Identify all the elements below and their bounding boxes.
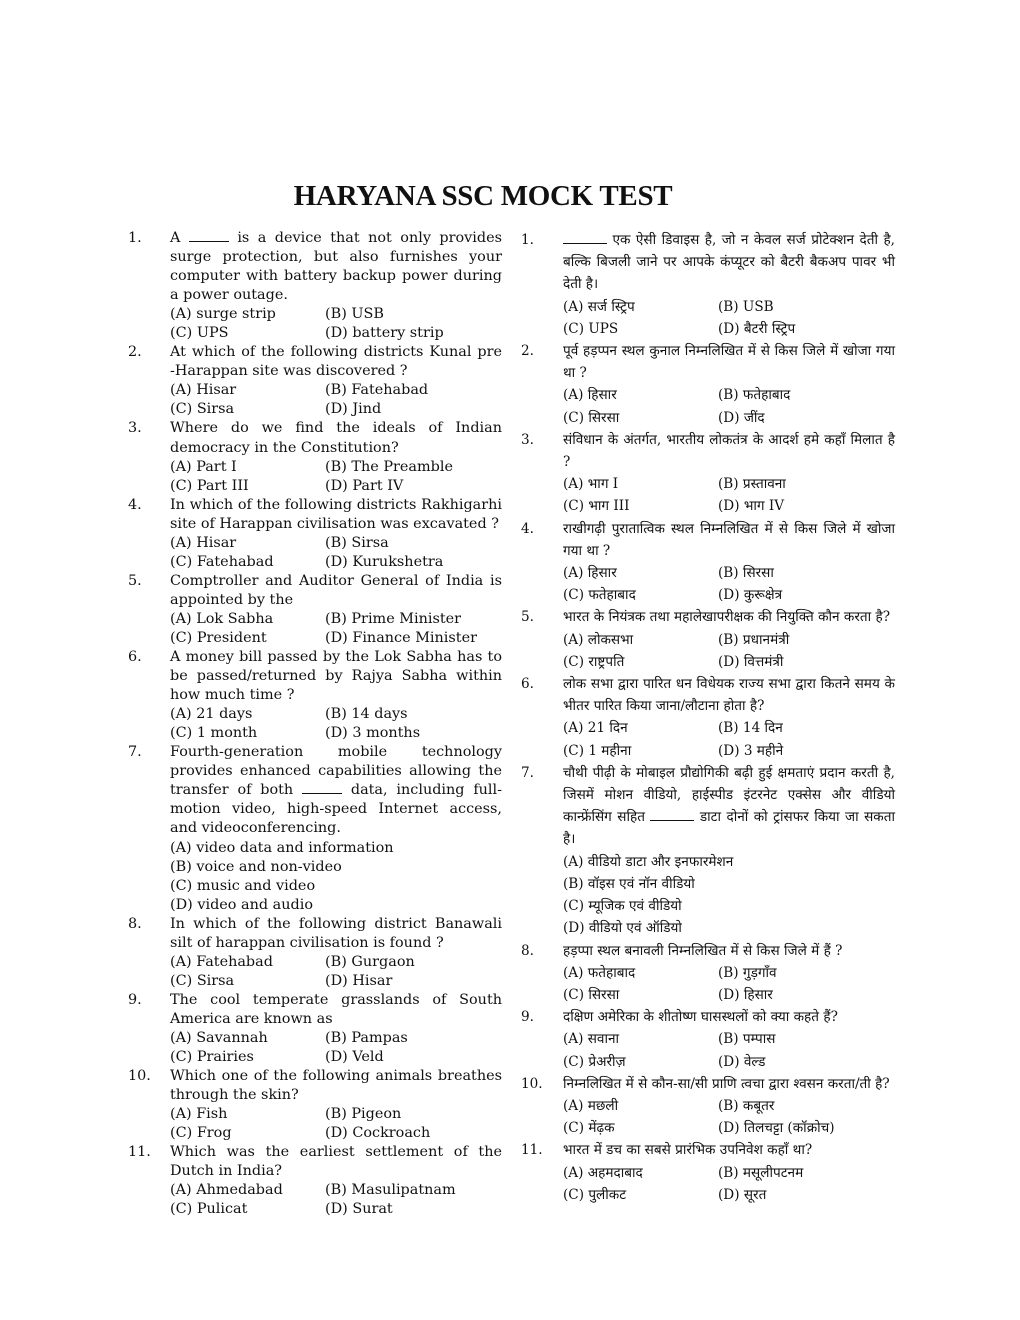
question-item [128,1143,502,1219]
answer-option: (A) सवाना [563,1031,620,1048]
english-questions-column [128,229,502,1219]
answer-option: (C) प्रेअरीज़ [563,1053,626,1070]
answer-option: (B) प्रधानमंत्री [718,631,790,648]
answer-options [170,610,502,648]
question-text: निम्नलिखित में से कौन-सा/सी प्राणि त्वचा द्वारा श्वसन करता/ती है? [563,1075,890,1092]
answer-options [563,851,895,940]
answer-option: (B) 14 days [325,706,408,723]
answer-option: (D) भाग IV [718,498,785,515]
question-text-after-blank: is a device that not only provides surge protection, but also furnishes your computer with battery backup power during a power outage. [170,230,502,304]
answer-options [170,1181,502,1219]
question-item [128,743,502,914]
question-number: 5. [521,609,534,626]
answer-option: (C) Sirsa [170,401,235,418]
answer-option: (C) 1 month [170,725,258,742]
question-number: 4. [128,496,142,513]
answer-option: (D) video and audio [170,896,313,913]
question-text: पूर्व हड़प्पन स्थल कुनाल निम्नलिखित में से किस जिले में खोजा गया था ? [563,343,895,382]
question-text [170,229,502,305]
question-text: In which of the following districts Rakhigarhi site of Harappan civilisation was excavated ? [170,496,502,532]
answer-options [563,384,895,428]
question-number: 4. [521,520,534,537]
answer-option: (B) प्रस्तावना [718,476,786,493]
answer-option: (A) Fish [170,1106,228,1123]
answer-option: (C) Sirsa [170,972,235,989]
answer-option: (D) Cockroach [325,1125,431,1142]
answer-option: (A) अहमदाबाद [563,1164,643,1181]
question-number: 3. [521,431,534,448]
answer-option: (A) Hisar [170,382,237,399]
question-item [521,340,895,429]
answer-option: (A) Ahmedabad [170,1182,283,1199]
answer-option: (B) Fatehabad [325,382,429,399]
answer-options [563,629,895,673]
answer-blank-line [563,233,607,244]
hindi-questions-column [521,229,895,1206]
question-number: 3. [128,420,142,437]
question-number: 1. [128,230,142,246]
question-text-before-blank: Fourth-generation mobile technology provides enhanced capabilities allowing the transfer of both [170,744,502,799]
answer-option: (B) USB [718,298,774,315]
answer-option: (B) USB [325,306,384,323]
question-item [521,940,895,1007]
answer-option: (B) वॉइस एवं नॉन वीडियो [563,875,695,892]
question-number: 8. [521,942,534,959]
answer-option: (B) गुड़गाँव [718,964,777,981]
answer-blank-line [189,231,229,242]
answer-option: (C) music and video [170,877,316,894]
answer-option: (A) Hisar [170,534,237,551]
answer-options [563,962,895,1006]
answer-option: (A) हिसार [563,387,617,404]
question-item [128,419,502,495]
question-text: भारत के नियंत्रक तथा महालेखापरीक्षक की नियुक्ति कौन करता है? [563,609,891,626]
answer-option: (D) वित्तमंत्री [718,653,784,670]
question-item [521,518,895,607]
answer-option: (D) Surat [325,1201,393,1218]
answer-option: (A) फतेहाबाद [563,964,636,981]
answer-blank-line [650,811,694,822]
question-text: In which of the following district Banawali silt of harappan civilisation is found ? [170,915,502,951]
answer-options [563,1162,895,1206]
question-number: 11. [128,1144,151,1161]
answer-option: (C) सिरसा [563,986,620,1003]
question-item [128,991,502,1067]
answer-option: (D) battery strip [325,325,444,342]
answer-option: (C) Frog [170,1125,232,1142]
answer-option: (C) राष्ट्रपति [563,653,625,670]
question-text-before-blank: चौथी पीढ़ी के मोबाइल प्रौद्योगिकी बढ़ी हुई क्षमताएं प्रदान करती है, जिसमें मोशन वीडियो, हाईस्पीड इंटरनेट एक्सेस और वीडियो कान्फ्रेंसिंग सहित [563,764,895,826]
question-text [170,743,502,838]
answer-options [170,953,502,991]
question-text-before-blank: A [170,230,181,246]
answer-option: (C) President [170,629,267,646]
question-text: Which was the earliest settlement of the Dutch in India? [170,1144,502,1180]
answer-options [563,1095,895,1139]
answer-option: (B) Gurgaon [325,953,415,970]
question-item [128,915,502,991]
question-item [128,1067,502,1143]
question-number: 7. [128,744,142,761]
answer-option: (C) UPS [170,325,229,342]
question-number: 11. [521,1142,543,1159]
answer-option: (B) पम्पास [718,1031,776,1048]
answer-blank-line [302,783,342,794]
answer-option: (D) Kurukshetra [325,553,444,570]
answer-option: (D) कुरूक्षेत्र [718,587,783,604]
answer-options [170,305,502,343]
answer-option: (D) Jind [325,401,382,418]
question-number: 9. [521,1009,534,1026]
question-item [521,1006,895,1073]
question-text: Comptroller and Auditor General of India is appointed by the [170,572,502,608]
answer-option: (D) हिसार [718,986,773,1003]
question-text: Which one of the following animals breathes through the skin? [170,1068,502,1104]
answer-option: (C) Part III [170,477,249,494]
question-text: राखीगढ़ी पुरातात्विक स्थल निम्नलिखित में से किस जिले में खोजा गया था ? [563,520,895,559]
answer-option: (D) Part IV [325,477,404,494]
question-item [521,1139,895,1206]
answer-option: (D) Finance Minister [325,629,477,646]
answer-options [170,458,502,496]
answer-option: (A) Part I [170,458,237,475]
question-text-after-blank: एक ऐसी डिवाइस है, जो न केवल सर्ज प्रोटेक्शन देती है, बल्कि बिजली जाने पर आपके कंप्यूटर को बैटरी बैकअप पावर भी देती है। [563,232,895,293]
answer-option: (D) जींद [718,409,765,426]
answer-option: (C) Prairies [170,1049,254,1066]
question-text: हड़प्पा स्थल बनावली निम्नलिखित में से किस जिले में हैं ? [563,942,843,959]
answer-option: (C) 1 महीना [563,742,632,759]
question-text: दक्षिण अमेरिका के शीतोष्ण घासस्थलों को क्या कहते हैं? [563,1009,838,1026]
answer-option: (B) Masulipatnam [325,1182,456,1199]
answer-option: (B) Pampas [325,1029,408,1046]
question-text [563,762,895,851]
answer-option: (D) सूरत [718,1186,767,1203]
answer-option: (D) Hisar [325,972,393,989]
answer-option: (C) Pulicat [170,1201,248,1218]
answer-option: (C) भाग III [563,498,630,515]
answer-option: (A) 21 days [170,706,253,723]
answer-option: (A) हिसार [563,565,617,582]
page-title: HARYANA SSC MOCK TEST [293,180,673,212]
answer-option: (B) Pigeon [325,1106,402,1123]
question-item [521,229,895,340]
answer-option: (A) Lok Sabha [170,610,274,627]
question-number: 9. [128,991,142,1008]
question-number: 2. [128,344,142,361]
answer-option: (A) Savannah [170,1029,268,1046]
answer-options [563,473,895,517]
question-item [521,429,895,518]
answer-options [170,534,502,572]
question-item [128,648,502,743]
question-item [128,496,502,572]
question-item [521,1073,895,1140]
question-number: 6. [521,676,534,693]
answer-options [170,1105,502,1143]
question-text: भारत में डच का सबसे प्रारंभिक उपनिवेश कहाँ था? [563,1142,813,1159]
question-text-after-blank: डाटा दोनों को ट्रांसफर किया जा सकता है। [563,809,895,848]
question-text: Where do we find the ideals of Indian democracy in the Constitution? [170,420,502,456]
answer-option: (D) वेल्ड [718,1053,766,1070]
answer-option: (A) Fatehabad [170,953,273,970]
answer-option: (C) मेंढ़क [563,1120,615,1137]
answer-option: (D) Veld [325,1049,384,1066]
answer-option: (B) कबूतर [718,1097,775,1114]
question-text: लोक सभा द्वारा पारित धन विधेयक राज्य सभा द्वारा कितने समय के भीतर पारित किया जाना/लौटाना होता है? [563,676,895,715]
question-number: 7. [521,764,534,781]
answer-options [170,705,502,743]
answer-option: (D) बैटरी स्ट्रिप [718,320,796,337]
answer-option: (A) सर्ज स्ट्रिप [563,298,635,315]
answer-option: (D) तिलचट्टा (कॉक्रोच) [718,1120,835,1137]
answer-option: (A) भाग I [563,476,619,493]
answer-options [563,296,895,340]
answer-option: (C) फतेहाबाद [563,587,636,604]
question-item [521,673,895,762]
answer-option: (B) Prime Minister [325,610,462,627]
question-text: A money bill passed by the Lok Sabha has to be passed/returned by Rajya Sabha within how much time ? [170,649,502,704]
question-item [521,762,895,940]
question-number: 2. [521,343,534,360]
question-text-after-blank: data, including full-motion video, high-speed Internet access, and videoconferencing. [170,782,502,837]
question-number: 10. [128,1068,151,1085]
question-number: 10. [521,1075,543,1092]
answer-option: (A) मछली [563,1097,619,1114]
answer-option: (D) 3 महीने [718,742,784,759]
question-number: 6. [128,649,142,666]
question-item [128,343,502,419]
question-number: 5. [128,572,142,589]
question-number: 8. [128,915,142,932]
question-text: The cool temperate grasslands of South America are known as [170,991,502,1027]
answer-option: (B) मसूलीपटनम [718,1164,804,1181]
answer-options [563,717,895,761]
answer-options [170,1029,502,1067]
answer-option: (B) फतेहाबाद [718,387,791,404]
answer-option: (C) Fatehabad [170,553,274,570]
answer-option: (A) 21 दिन [563,720,628,737]
answer-option: (C) पुलीकट [563,1186,627,1203]
question-text [563,229,895,296]
question-item [128,572,502,648]
answer-option: (B) 14 दिन [718,720,783,737]
answer-option: (A) लोकसभा [563,631,634,648]
answer-option: (C) सिरसा [563,409,620,426]
answer-options [563,562,895,606]
answer-option: (B) The Preamble [325,458,453,475]
answer-option: (B) सिरसा [718,565,774,582]
answer-option: (A) वीडियो डाटा और इनफारमेशन [563,853,734,870]
answer-options [170,839,502,915]
question-item [128,229,502,343]
answer-options [170,381,502,419]
question-text: At which of the following districts Kunal pre -Harappan site was discovered ? [170,344,502,380]
answer-option: (C) UPS [563,320,619,337]
answer-option: (A) video data and information [170,839,394,856]
answer-option: (C) म्यूजिक एवं वीडियो [563,898,682,915]
answer-option: (A) surge strip [170,306,276,323]
question-number: 1. [521,232,534,248]
answer-option: (B) voice and non-video [170,858,342,875]
question-item [521,606,895,673]
answer-options [563,1028,895,1072]
answer-option: (B) Sirsa [325,534,389,551]
question-text: संविधान के अंतर्गत, भारतीय लोकतंत्र के आदर्श हमे कहाँ मिलात है ? [563,431,895,471]
answer-option: (D) वीडियो एवं ऑडियो [563,920,682,937]
answer-option: (D) 3 months [325,725,421,742]
